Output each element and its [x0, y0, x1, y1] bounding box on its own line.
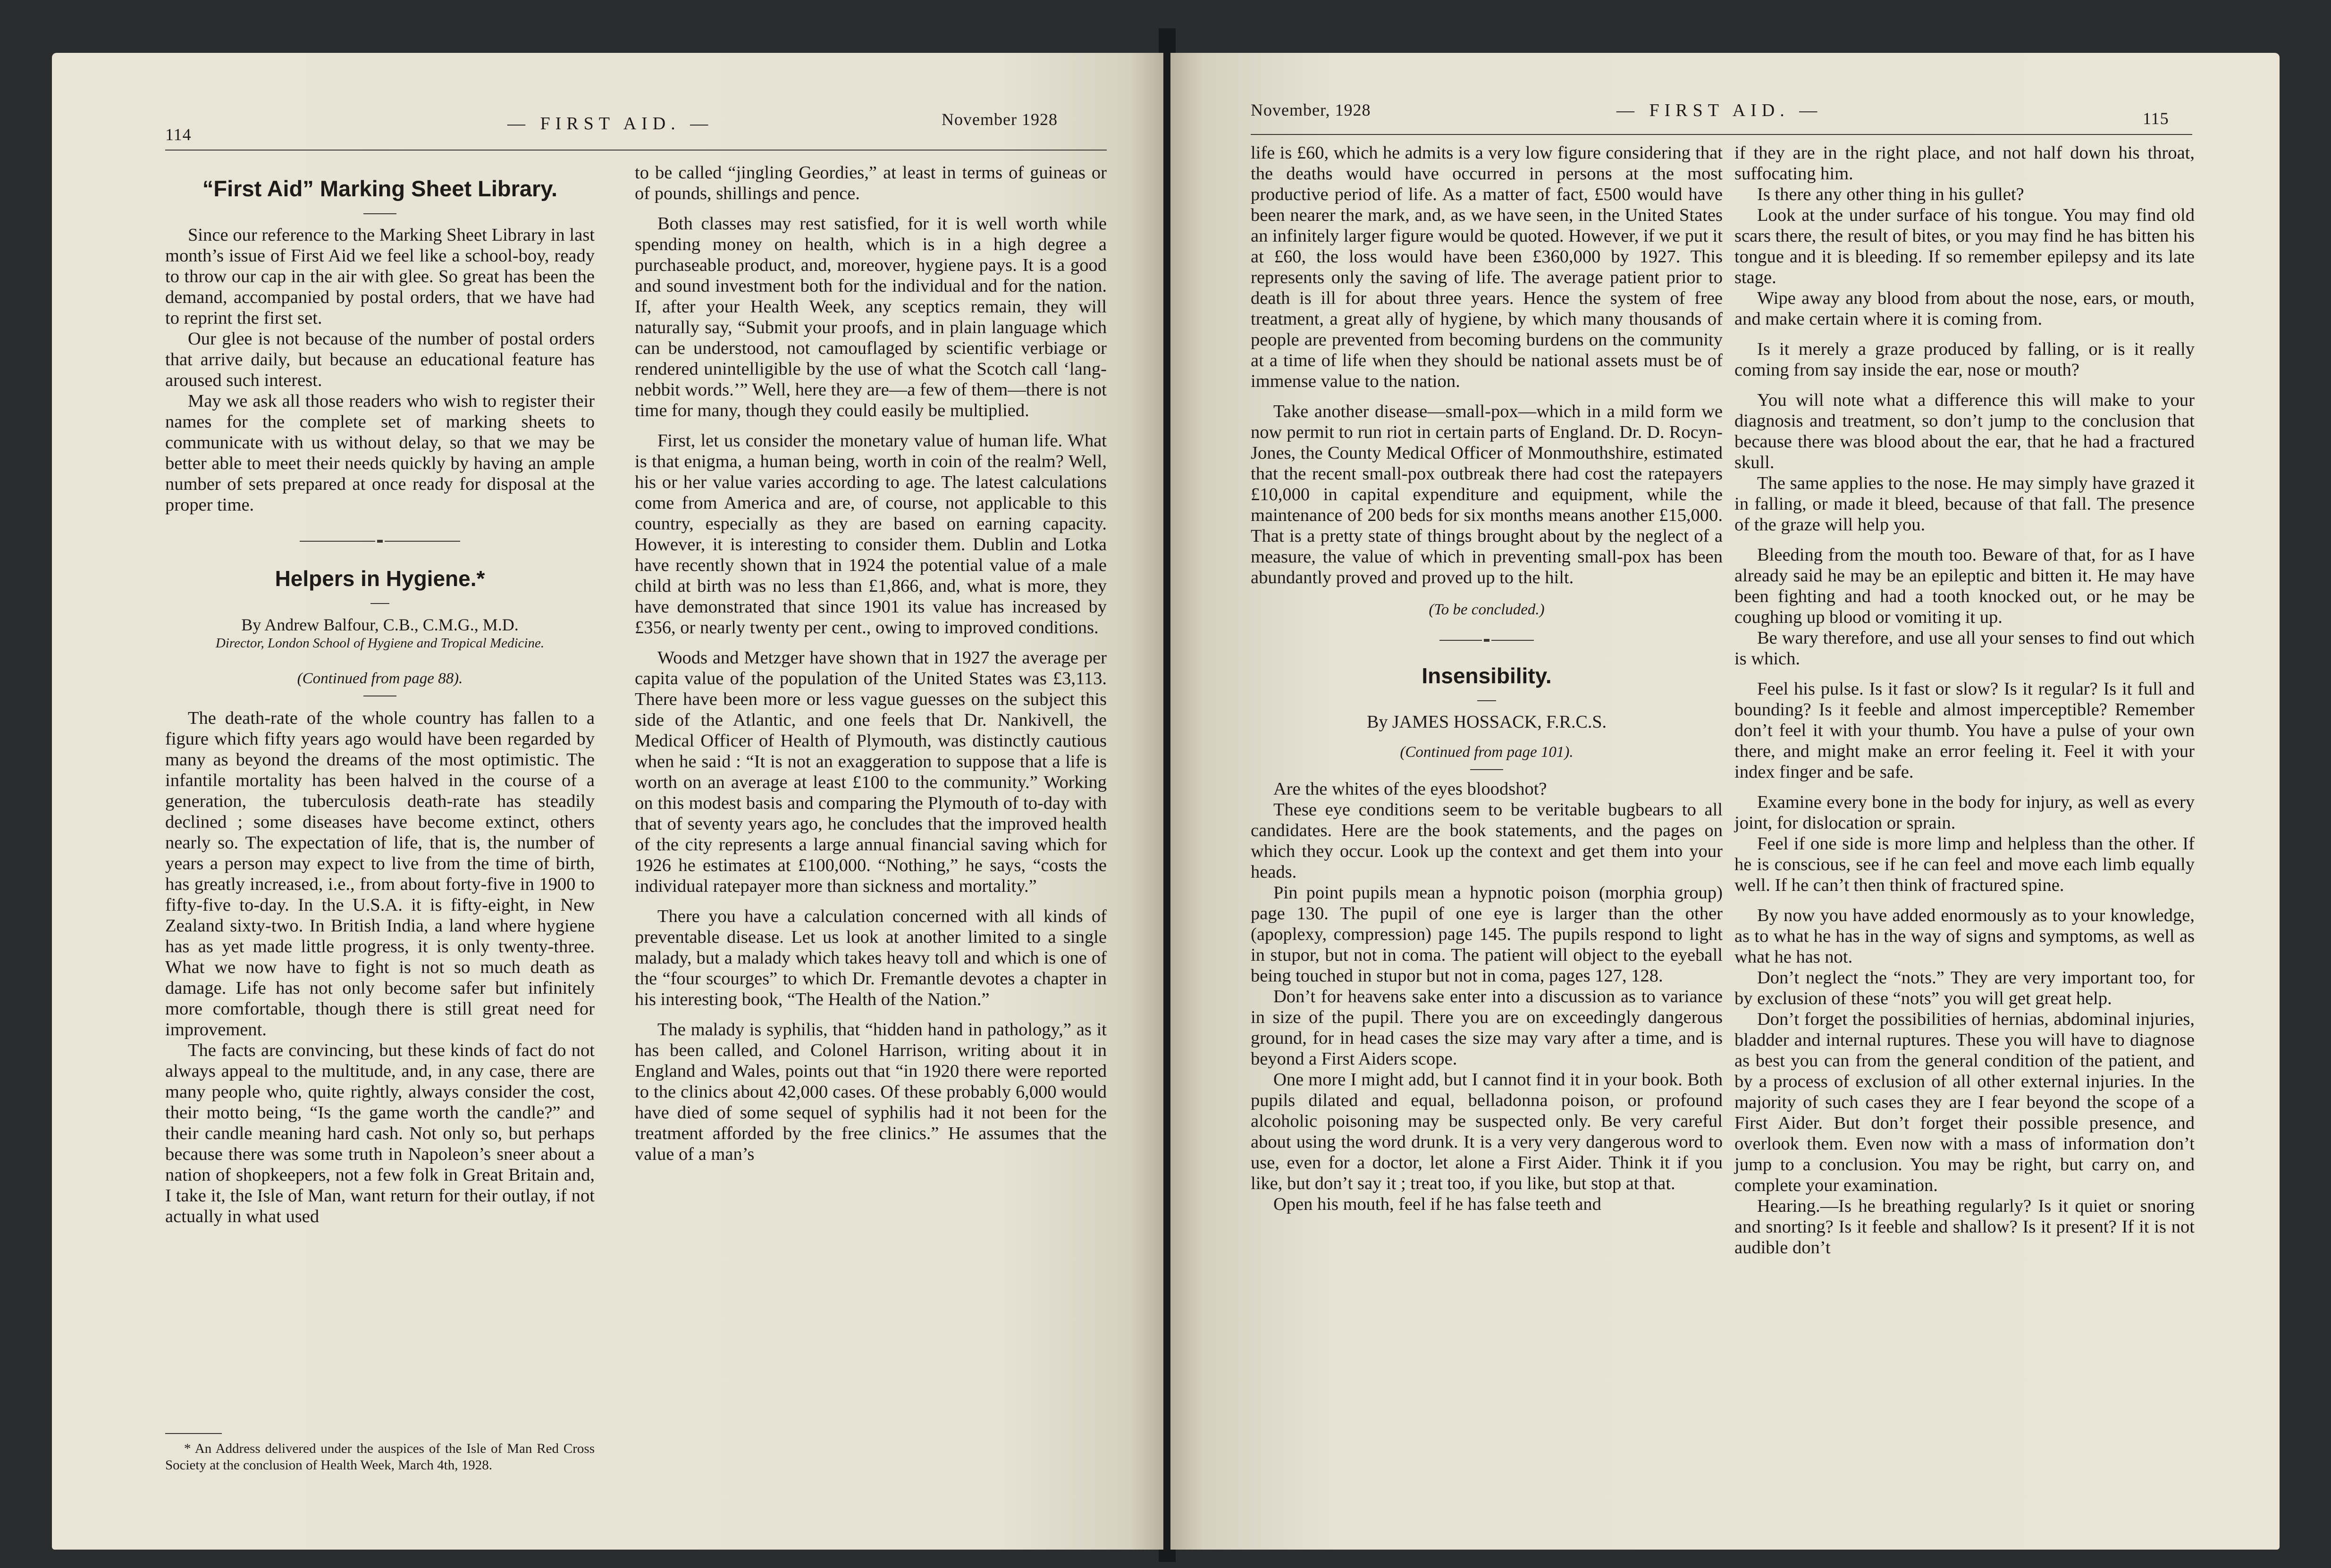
paragraph: There you have a calculation concerned with all kinds of preventable disease. Let us look at another limited to a single malady, but a malady which takes heavy toll and which is one of the “four scourges” to which Dr. Fremantle devotes a chapter in his interesting book, “The Health of the Nation.” — [635, 906, 1107, 1009]
page-date-left: November 1928 — [942, 110, 1058, 129]
paragraph: Take another disease—small-pox—which in a mild form we now permit to run riot in certain parts of England. Dr. D. Rocyn-Jones, the County Medical Officer of Monmouthshire, estimated that the recent small-pox outbreak there had cost the ratepayers £10,000 in capital expenditure and equipment, while the maintenance of 200 beds for six months means another £15,000. That is a pretty state of things brought about by the neglect of a measure, the value of which in preventing small-pox has been abundantly proved and proved up to the hilt. — [1251, 402, 1723, 587]
paragraph: Examine every bone in the body for injury, as well as every joint, for dislocation or sprain. — [1734, 792, 2195, 833]
footnote-rule — [165, 1433, 222, 1434]
left-page — [52, 53, 1163, 1550]
paragraph: By now you have added enormously as to your knowledge, as to what he has in the way of signs and symptoms, as well as what he has not. — [1734, 906, 2195, 967]
page-number-right: 115 — [2143, 109, 2169, 128]
page-number-left: 114 — [165, 125, 192, 144]
paragraph: Is it merely a graze produced by falling, or is it really coming from say inside the ear, nose or mouth? — [1734, 339, 2195, 380]
paragraph: First, let us consider the monetary value of human life. What is that enigma, a human being, worth in coin of the realm? Well, his or her value varies according to age. The latest calculations come from America and are, of course, not applicable to this country, especially as they are based on earning capacity. However, it is interesting to consider them. Dublin and Lotka have recently shown that in 1924 the potential value of a male child at birth was no less than £1,866, and, what is more, they have demonstrated that since 1901 its value has increased by £356, or nearly twenty per cent., owing to improved conditions. — [635, 431, 1107, 637]
paragraph: Are the whites of the eyes bloodshot? — [1273, 779, 1547, 799]
paragraph: Look at the under surface of his tongue. You may find old scars there, the result of bites, or you may find he has bitten his tongue and it is bleeding. If so remember epilepsy and its late stage. — [1734, 205, 2195, 287]
paragraph: Pin point pupils mean a hypnotic poison (morphia group) page 130. The pupil of one eye is larger than the other (apoplexy, compression) page 145. The pupils respond to light in stupor, but not in coma. The patient will object to the eyeball being touched in stupor but not in coma, pages 127, 128. — [1251, 883, 1723, 986]
paragraph: Don’t neglect the “nots.” They are very important too, for by exclusion of these “nots” you will get great help. — [1734, 968, 2195, 1008]
rule — [1470, 769, 1503, 770]
section-ornament — [1251, 629, 1723, 649]
paragraph: The facts are convincing, but these kinds of fact do not always appeal to the multitude, and, in any case, there are many people who, quite rightly, always consider the cost, their motto being, “Is the game worth the candle?” and their candle meaning hard cash. Not only so, but perhaps because there was some truth in Napoleon’s sneer about a nation of shopkeepers, not a few folk in Great Britain and, I take it, the Isle of Man, want return for their outlay, if not actually in what used — [165, 1040, 595, 1226]
running-title-right: — FIRST AID. — — [1616, 101, 1823, 120]
paragraph: These eye conditions seem to be veritable bugbears to all candidates. Here are the book statements, and the pages on which they occur. Look up the context and get them into your heads. — [1251, 800, 1723, 882]
running-title-left: — FIRST AID. — — [507, 114, 714, 134]
paragraph: to be called “jingling Geordies,” at least in terms of guineas or of pounds, shillings and pence. — [635, 163, 1107, 203]
paragraph: Don’t for heavens sake enter into a discussion as to variance in size of the pupil. There you are on exceedingly dangerous ground, for in head cases the size may vary after a time, and is beyond a First Aiders scope. — [1251, 987, 1723, 1069]
paragraph: You will note what a difference this will make to your diagnosis and treatment, so don’t jump to the conclusion that because there was blood about the ear, that he had a fractured skull. — [1734, 390, 2195, 472]
paragraph: Our glee is not because of the number of postal orders that arrive daily, but because an educational feature has aroused such interest. — [165, 329, 595, 390]
paragraph: Wipe away any blood from about the nose, ears, or mouth, and make certain where it is coming from. — [1734, 288, 2195, 329]
header-rule-right — [1251, 134, 2192, 135]
title-rule — [363, 213, 396, 214]
header-rule-left — [165, 150, 1107, 151]
left-page-column-1 — [165, 175, 595, 1227]
paragraph: Open his mouth, feel if he has false teeth and — [1273, 1194, 1601, 1214]
continued-note: (Continued from page 101). — [1400, 744, 1574, 761]
paragraph: life is £60, which he admits is a very low figure considering that the deaths would have occurred in persons at the most productive period of life. As a matter of fact, £500 would have been nearer the mark, and, as we have seen, in the United States an infinitely larger figure would be quoted. However, if we put it at £60, the loss would have been £360,000 by 1927. This represents only the saving of life. The average patient prior to death is ill for about three years. Hence the system of free treatment, a great ally of hygiene, by which many thousands of people are prevented from becoming burdens on the community at a time of life when they should be national assets must be of immense value to the nation. — [1251, 143, 1723, 391]
page-date-right: November, 1928 — [1251, 101, 1371, 119]
paragraph: Both classes may rest satisfied, for it is well worth while spending money on health, which is in a high degree a purchaseable product, and, moreover, hygiene pays. It is a good and sound investment both for the individual and for the nation. If, after your Health Week, any sceptics remain, they will naturally say, “Submit your proofs, and in plain language which can be understood, not camouflaged by scientific verbiage or rendered unintelligible by the use of what the Scotch call ‘lang-nebbit words.’” Well, here they are—a few of them—there is not time for many, though they could easily be multiplied. — [635, 214, 1107, 420]
paragraph: The death-rate of the whole country has fallen to a figure which fifty years ago would have been regarded by many as beyond the dreams of the most optimistic. The infantile mortality has been halved in the course of a generation, the tuberculosis death-rate has steadily declined ; some diseases have become extinct, others nearly so. The expectation of life, that is, the number of years a person may expect to live from the time of birth, has greatly increased, i.e., from about forty-five in 1900 to fifty-five to-day. In the U.S.A. it is fifty-eight, in New Zealand sixty-two. In British India, a land where hygiene has as yet made little progress, it is only twenty-three. What we now have to fight is not so much death as damage. Life has not only become safer but infinitely more comfortable, though there is still great need for improvement. — [165, 708, 595, 1040]
paragraph: Woods and Metzger have shown that in 1927 the average per capita value of the population of the United States was £3,113. There have been more or less vague guesses on the subject this side of the Atlantic, and one feels that Dr. Nankivell, the Medical Officer of Health of Plymouth, was distinctly cautious when he said : “It is not an exaggeration to suppose that a life is worth on an average at least £100 to the community.” Working on this modest basis and comparing the Plymouth of to-day with that of seventy years ago, he concludes that the improved health of the city represents a large annual financial saving which for 1926 he estimates at £100,000. “Nothing,” he says, “costs the individual ratepayer more than sickness and mortality.” — [635, 648, 1107, 896]
paragraph: The same applies to the nose. He may simply have grazed it in falling, or made it bleed, because of that fall. The presence of the graze will help you. — [1734, 473, 2195, 535]
author-affiliation: Director, London School of Hygiene and Tropical Medicine. — [215, 636, 545, 651]
paragraph: Don’t forget the possibilities of hernias, abdominal injuries, bladder and internal ruptures. These you will have to diagnose as best you can from the general condition of the patient, and by a process of exclusion of all other external injuries. In the majority of such cases they are I fear beyond the scope of a First Aider. But don’t forget their possible presence, and overlook them. Even now with a mass of information don’t jump to a conclusion. You may be right, but carry on, and complete your examination. — [1734, 1009, 2195, 1195]
title-rule — [370, 603, 389, 604]
paragraph: May we ask all those readers who wish to register their names for the complete set of marking sheets to communicate with us without delay, so that we may be better able to meet their needs quickly by having an ample number of sets prepared at once ready for disposal at the proper time. — [165, 391, 595, 515]
paragraph: Feel his pulse. Is it fast or slow? Is it regular? Is it full and bounding? Is it feeble and almost imperceptible? Remember don’t feel it with your thumb. You have a pulse of your own there, and might make an error feeling it. Feel it with your index finger and be safe. — [1734, 679, 2195, 782]
section-ornament — [165, 529, 595, 550]
paragraph: if they are in the right place, and not half down his throat, suffocating him. — [1734, 143, 2195, 184]
article-title-marking-sheet: “First Aid” Marking Sheet Library. — [202, 176, 558, 201]
continued-note: (Continued from page 88). — [297, 670, 463, 687]
paragraph: Be wary therefore, and use all your senses to find out which is which. — [1734, 628, 2195, 669]
paragraph: Feel if one side is more limp and helpless than the other. If he is conscious, see if he can feel and move each limb equally well. If he can’t then think of fractured spine. — [1734, 834, 2195, 895]
article-title-insensibility: Insensibility. — [1422, 663, 1552, 688]
left-page-column-2 — [635, 162, 1107, 1165]
byline: By Andrew Balfour, C.B., C.M.G., M.D. — [241, 615, 519, 634]
paragraph: Is there any other thing in his gullet? — [1757, 184, 2024, 204]
paragraph: Since our reference to the Marking Sheet Library in last month’s issue of First Aid we feel like a school-boy, ready to throw our cap in the air with glee. So great has been the demand, accompanied by postal orders, that we have had to reprint the first set. — [165, 225, 595, 328]
paragraph: The malady is syphilis, that “hidden hand in pathology,” as it has been called, and Colonel Harrison, writing about it in England and Wales, points out that “in 1920 there were reported to the clinics about 42,000 cases. Of these probably 6,000 would have died of some sequel of syphilis had it not been for the treatment afforded by the free clinics.” He assumes that the value of a man’s — [635, 1020, 1107, 1164]
article-title-helpers-in-hygiene: Helpers in Hygiene.* — [275, 566, 485, 591]
footnote-block — [165, 1433, 595, 1474]
paragraph: Hearing.—Is he breathing regularly? Is it quiet or snoring and snorting? Is it feeble and shallow? Is it present? If it is not audible don’t — [1734, 1196, 2195, 1258]
right-page-column-1 — [1251, 143, 1723, 1215]
byline: By JAMES HOSSACK, F.R.C.S. — [1366, 712, 1607, 732]
paragraph: Bleeding from the mouth too. Beware of that, for as I have already said he may be an epileptic and bitten it. He may have been fighting and had a tooth knocked out, or he may be coughing up blood or vomiting it up. — [1734, 545, 2195, 627]
right-page-column-2 — [1734, 143, 2195, 1258]
title-rule — [1477, 700, 1496, 701]
footnote: * An Address delivered under the auspices of the Isle of Man Red Cross Society at the conclusion of Health Week, March 4th, 1928. — [165, 1441, 595, 1473]
paragraph: One more I might add, but I cannot find it in your book. Both pupils dilated and equal, belladonna poison, or profound alcoholic poisoning may be suspected only. Be very careful about using the word drunk. It is a very very dangerous word to use, even for a doctor, let alone a First Aider. Think it if you like, but don’t say it ; treat too, if you like, but stop at that. — [1251, 1070, 1723, 1193]
to-be-concluded: (To be concluded.) — [1429, 601, 1545, 618]
right-page — [1170, 53, 2280, 1550]
